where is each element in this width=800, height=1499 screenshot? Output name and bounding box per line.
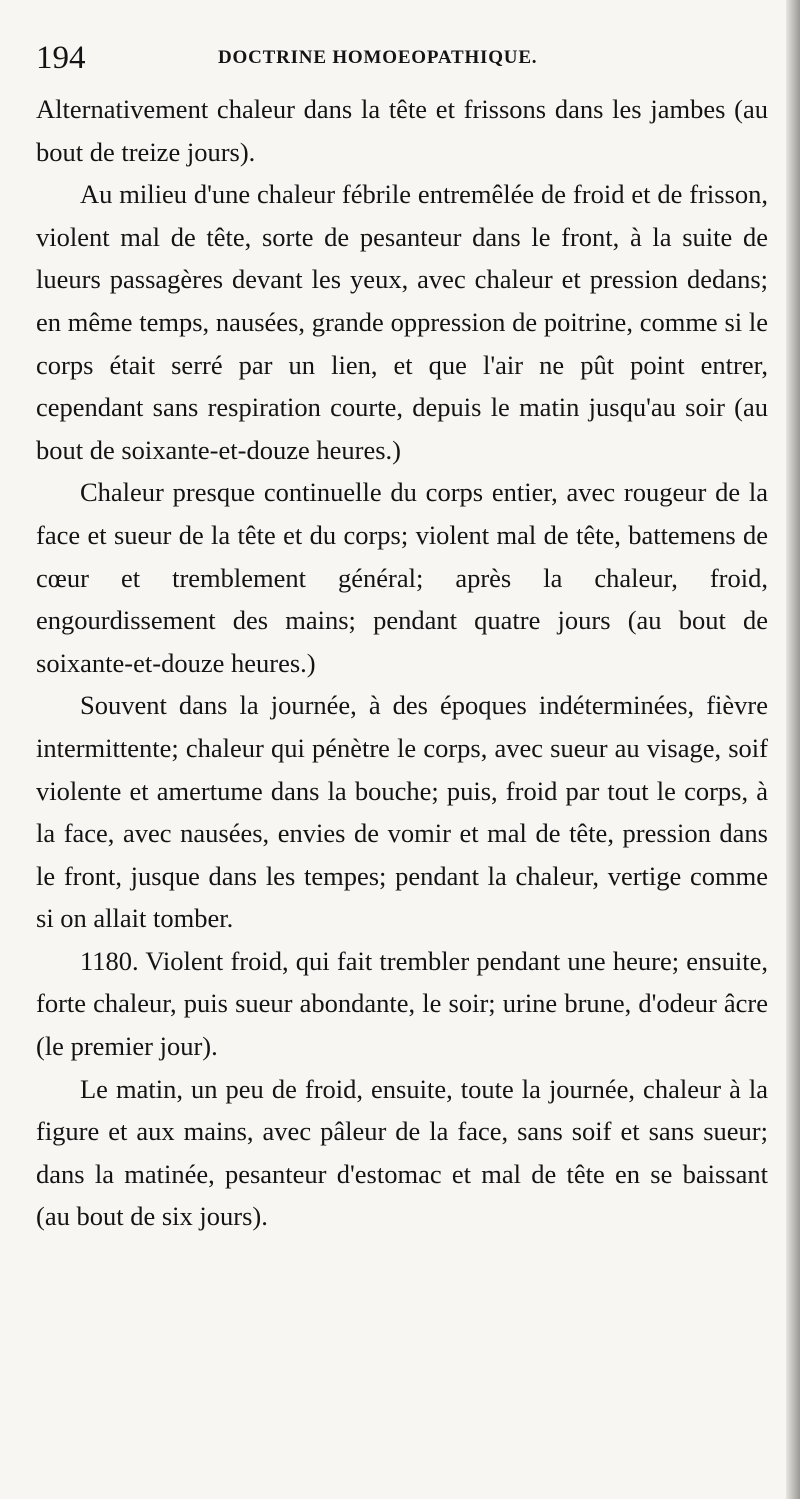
paragraph-3: Chaleur presque continuelle du corps entier, avec rougeur de la face et sueur de la tête et du corps; violent mal de tête, battemens de cœur et tremblement général; après la chaleur, froid, engourdissement des mains; pendant quatre jours (au bout de soixante-et-douze heures.) xyxy=(36,477,768,678)
page-edge-shadow xyxy=(786,0,800,1499)
paragraph-2: Au milieu d'une chaleur fébrile entremêlée de froid et de frisson, violent mal de tête, sorte de pesanteur dans le front, à la suite de lueurs passagères devant les yeux, avec chaleur et pression dedans; en même temps, nausées, grande oppression de poitrine, comme si le corps était serré par un lien, et que l'air ne pût point entrer, cependant sans respiration courte, depuis le matin jusqu'au soir (au bout de soixante-et-douze heures.) xyxy=(36,179,768,465)
paragraph-4: Souvent dans la journée, à des époques indéterminées, fièvre intermittente; chaleur qui pénètre le corps, avec sueur au visage, soif violente et amertume dans la bouche; puis, froid par tout le corps, à la face, avec nausées, envies de vomir et mal de tête, pression dans le front, jusque dans les tempes; pendant la chaleur, vertige comme si on allait tomber. xyxy=(36,690,768,934)
body-text xyxy=(36,88,768,1238)
paragraph-6: Le matin, un peu de froid, ensuite, toute la journée, chaleur à la figure et aux mains, avec pâleur de la face, sans soif et sans sueur; dans la matinée, pesanteur d'estomac et mal de tête en se baissant (au bout de six jours). xyxy=(36,1073,768,1232)
paragraph-1: Alternativement chaleur dans la tête et frissons dans les jambes (au bout de treize jours). xyxy=(36,94,768,167)
paragraph-5-numbered: 1180. Violent froid, qui fait trembler pendant une heure; ensuite, forte chaleur, puis sueur abondante, le soir; urine brune, d'odeur âcre (le premier jour). xyxy=(36,945,768,1062)
page-header xyxy=(36,36,776,76)
page-number: 194 xyxy=(36,40,86,76)
running-title: DOCTRINE HOMOEOPATHIQUE. xyxy=(218,47,538,68)
